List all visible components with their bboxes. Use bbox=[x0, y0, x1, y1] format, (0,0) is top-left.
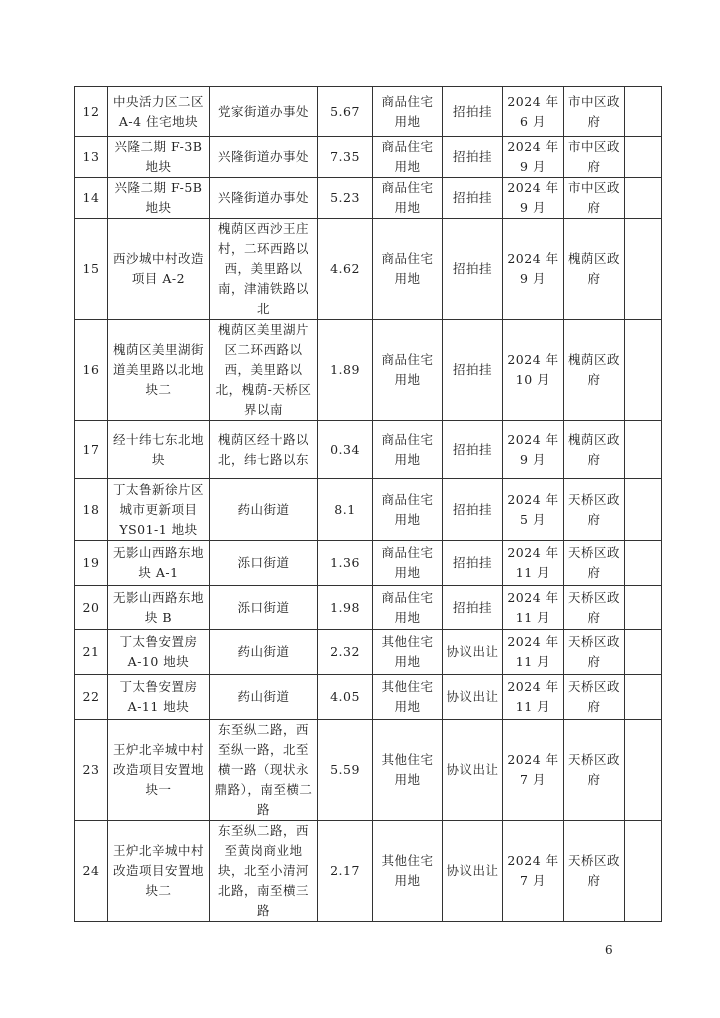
land-use: 其他住宅用地 bbox=[373, 675, 443, 720]
row-number: 13 bbox=[75, 137, 108, 178]
table-row bbox=[75, 821, 662, 922]
responsible-gov: 槐荫区政府 bbox=[564, 421, 625, 479]
extra-cell bbox=[625, 87, 662, 137]
land-use: 商品住宅用地 bbox=[373, 178, 443, 219]
responsible-gov: 天桥区政府 bbox=[564, 479, 625, 541]
plot-area: 1.36 bbox=[318, 541, 373, 586]
plot-location: 党家街道办事处 bbox=[210, 87, 318, 137]
plot-name: 丁太鲁安置房 A-10 地块 bbox=[108, 630, 210, 675]
supply-method: 招拍挂 bbox=[443, 87, 503, 137]
supply-method: 招拍挂 bbox=[443, 178, 503, 219]
land-use: 商品住宅用地 bbox=[373, 541, 443, 586]
row-number: 17 bbox=[75, 421, 108, 479]
plot-area: 2.32 bbox=[318, 630, 373, 675]
table-row bbox=[75, 630, 662, 675]
responsible-gov: 槐荫区政府 bbox=[564, 320, 625, 421]
plot-area: 0.34 bbox=[318, 421, 373, 479]
plot-location: 槐荫区经十路以北，纬七路以东 bbox=[210, 421, 318, 479]
table-row bbox=[75, 421, 662, 479]
plot-location: 药山街道 bbox=[210, 675, 318, 720]
responsible-gov: 天桥区政府 bbox=[564, 630, 625, 675]
land-use: 商品住宅用地 bbox=[373, 137, 443, 178]
plot-location: 药山街道 bbox=[210, 630, 318, 675]
land-use: 其他住宅用地 bbox=[373, 821, 443, 922]
plot-name: 王炉北辛城中村改造项目安置地块一 bbox=[108, 720, 210, 821]
table-row bbox=[75, 479, 662, 541]
extra-cell bbox=[625, 421, 662, 479]
plot-name: 西沙城中村改造项目 A-2 bbox=[108, 219, 210, 320]
responsible-gov: 天桥区政府 bbox=[564, 541, 625, 586]
supply-time: 2024 年 9 月 bbox=[503, 421, 564, 479]
extra-cell bbox=[625, 137, 662, 178]
plot-area: 7.35 bbox=[318, 137, 373, 178]
extra-cell bbox=[625, 720, 662, 821]
responsible-gov: 天桥区政府 bbox=[564, 821, 625, 922]
supply-time: 2024 年 11 月 bbox=[503, 630, 564, 675]
plot-name: 丁太鲁新徐片区城市更新项目 YS01-1 地块 bbox=[108, 479, 210, 541]
page-number: 6 bbox=[605, 943, 613, 957]
supply-method: 协议出让 bbox=[443, 675, 503, 720]
land-use: 其他住宅用地 bbox=[373, 630, 443, 675]
supply-time: 2024 年 11 月 bbox=[503, 586, 564, 630]
responsible-gov: 槐荫区政府 bbox=[564, 219, 625, 320]
plot-area: 8.1 bbox=[318, 479, 373, 541]
responsible-gov: 市中区政府 bbox=[564, 87, 625, 137]
extra-cell bbox=[625, 320, 662, 421]
plot-area: 1.98 bbox=[318, 586, 373, 630]
supply-time: 2024 年 11 月 bbox=[503, 675, 564, 720]
supply-method: 协议出让 bbox=[443, 720, 503, 821]
land-use: 其他住宅用地 bbox=[373, 720, 443, 821]
plot-location: 槐荫区西沙王庄村，二环西路以西，美里路以南，津浦铁路以北 bbox=[210, 219, 318, 320]
supply-time: 2024 年 9 月 bbox=[503, 137, 564, 178]
supply-time: 2024 年 9 月 bbox=[503, 219, 564, 320]
row-number: 15 bbox=[75, 219, 108, 320]
table-row bbox=[75, 219, 662, 320]
supply-method: 招拍挂 bbox=[443, 586, 503, 630]
extra-cell bbox=[625, 675, 662, 720]
supply-method: 招拍挂 bbox=[443, 421, 503, 479]
plot-name: 王炉北辛城中村改造项目安置地块二 bbox=[108, 821, 210, 922]
plot-location: 药山街道 bbox=[210, 479, 318, 541]
plot-area: 5.59 bbox=[318, 720, 373, 821]
responsible-gov: 天桥区政府 bbox=[564, 675, 625, 720]
plot-location: 兴隆街道办事处 bbox=[210, 137, 318, 178]
extra-cell bbox=[625, 630, 662, 675]
plot-name: 兴隆二期 F-3B 地块 bbox=[108, 137, 210, 178]
supply-time: 2024 年 7 月 bbox=[503, 821, 564, 922]
land-use: 商品住宅用地 bbox=[373, 87, 443, 137]
plot-location: 东至纵二路，西至黄岗商业地块，北至小清河北路，南至横三路 bbox=[210, 821, 318, 922]
extra-cell bbox=[625, 219, 662, 320]
supply-method: 招拍挂 bbox=[443, 479, 503, 541]
extra-cell bbox=[625, 178, 662, 219]
plot-area: 2.17 bbox=[318, 821, 373, 922]
plot-location: 槐荫区美里湖片区二环西路以西，美里路以北，槐荫-天桥区界以南 bbox=[210, 320, 318, 421]
plot-location: 兴隆街道办事处 bbox=[210, 178, 318, 219]
table-row bbox=[75, 720, 662, 821]
supply-method: 协议出让 bbox=[443, 630, 503, 675]
supply-method: 协议出让 bbox=[443, 821, 503, 922]
row-number: 23 bbox=[75, 720, 108, 821]
plot-name: 无影山西路东地块 A-1 bbox=[108, 541, 210, 586]
supply-time: 2024 年 9 月 bbox=[503, 178, 564, 219]
plot-location: 泺口街道 bbox=[210, 586, 318, 630]
supply-time: 2024 年 10 月 bbox=[503, 320, 564, 421]
row-number: 12 bbox=[75, 87, 108, 137]
plot-name: 兴隆二期 F-5B 地块 bbox=[108, 178, 210, 219]
table-body bbox=[75, 87, 662, 922]
plot-name: 无影山西路东地块 B bbox=[108, 586, 210, 630]
row-number: 16 bbox=[75, 320, 108, 421]
table-row bbox=[75, 178, 662, 219]
plot-location: 东至纵二路，西至纵一路，北至横一路（现状永鼎路），南至横二路 bbox=[210, 720, 318, 821]
row-number: 19 bbox=[75, 541, 108, 586]
land-plan-table bbox=[74, 86, 662, 922]
plot-name: 丁太鲁安置房 A-11 地块 bbox=[108, 675, 210, 720]
row-number: 20 bbox=[75, 586, 108, 630]
supply-time: 2024 年 5 月 bbox=[503, 479, 564, 541]
plot-location: 泺口街道 bbox=[210, 541, 318, 586]
responsible-gov: 市中区政府 bbox=[564, 178, 625, 219]
supply-time: 2024 年 7 月 bbox=[503, 720, 564, 821]
responsible-gov: 市中区政府 bbox=[564, 137, 625, 178]
row-number: 21 bbox=[75, 630, 108, 675]
supply-method: 招拍挂 bbox=[443, 541, 503, 586]
table-row bbox=[75, 586, 662, 630]
row-number: 18 bbox=[75, 479, 108, 541]
plot-name: 中央活力区二区 A-4 住宅地块 bbox=[108, 87, 210, 137]
supply-time: 2024 年 11 月 bbox=[503, 541, 564, 586]
row-number: 24 bbox=[75, 821, 108, 922]
land-use: 商品住宅用地 bbox=[373, 421, 443, 479]
plot-area: 5.23 bbox=[318, 178, 373, 219]
plot-area: 1.89 bbox=[318, 320, 373, 421]
plot-name: 经十纬七东北地块 bbox=[108, 421, 210, 479]
table-row bbox=[75, 137, 662, 178]
land-use: 商品住宅用地 bbox=[373, 219, 443, 320]
supply-time: 2024 年 6 月 bbox=[503, 87, 564, 137]
plot-area: 4.05 bbox=[318, 675, 373, 720]
responsible-gov: 天桥区政府 bbox=[564, 720, 625, 821]
extra-cell bbox=[625, 479, 662, 541]
row-number: 22 bbox=[75, 675, 108, 720]
extra-cell bbox=[625, 821, 662, 922]
row-number: 14 bbox=[75, 178, 108, 219]
supply-method: 招拍挂 bbox=[443, 219, 503, 320]
land-use: 商品住宅用地 bbox=[373, 479, 443, 541]
supply-method: 招拍挂 bbox=[443, 137, 503, 178]
land-use: 商品住宅用地 bbox=[373, 586, 443, 630]
plot-area: 4.62 bbox=[318, 219, 373, 320]
supply-method: 招拍挂 bbox=[443, 320, 503, 421]
extra-cell bbox=[625, 541, 662, 586]
plot-area: 5.67 bbox=[318, 87, 373, 137]
plot-name: 槐荫区美里湖街道美里路以北地块二 bbox=[108, 320, 210, 421]
table-row bbox=[75, 320, 662, 421]
responsible-gov: 天桥区政府 bbox=[564, 586, 625, 630]
extra-cell bbox=[625, 586, 662, 630]
table-row bbox=[75, 541, 662, 586]
table-row bbox=[75, 87, 662, 137]
table-row bbox=[75, 675, 662, 720]
land-use: 商品住宅用地 bbox=[373, 320, 443, 421]
